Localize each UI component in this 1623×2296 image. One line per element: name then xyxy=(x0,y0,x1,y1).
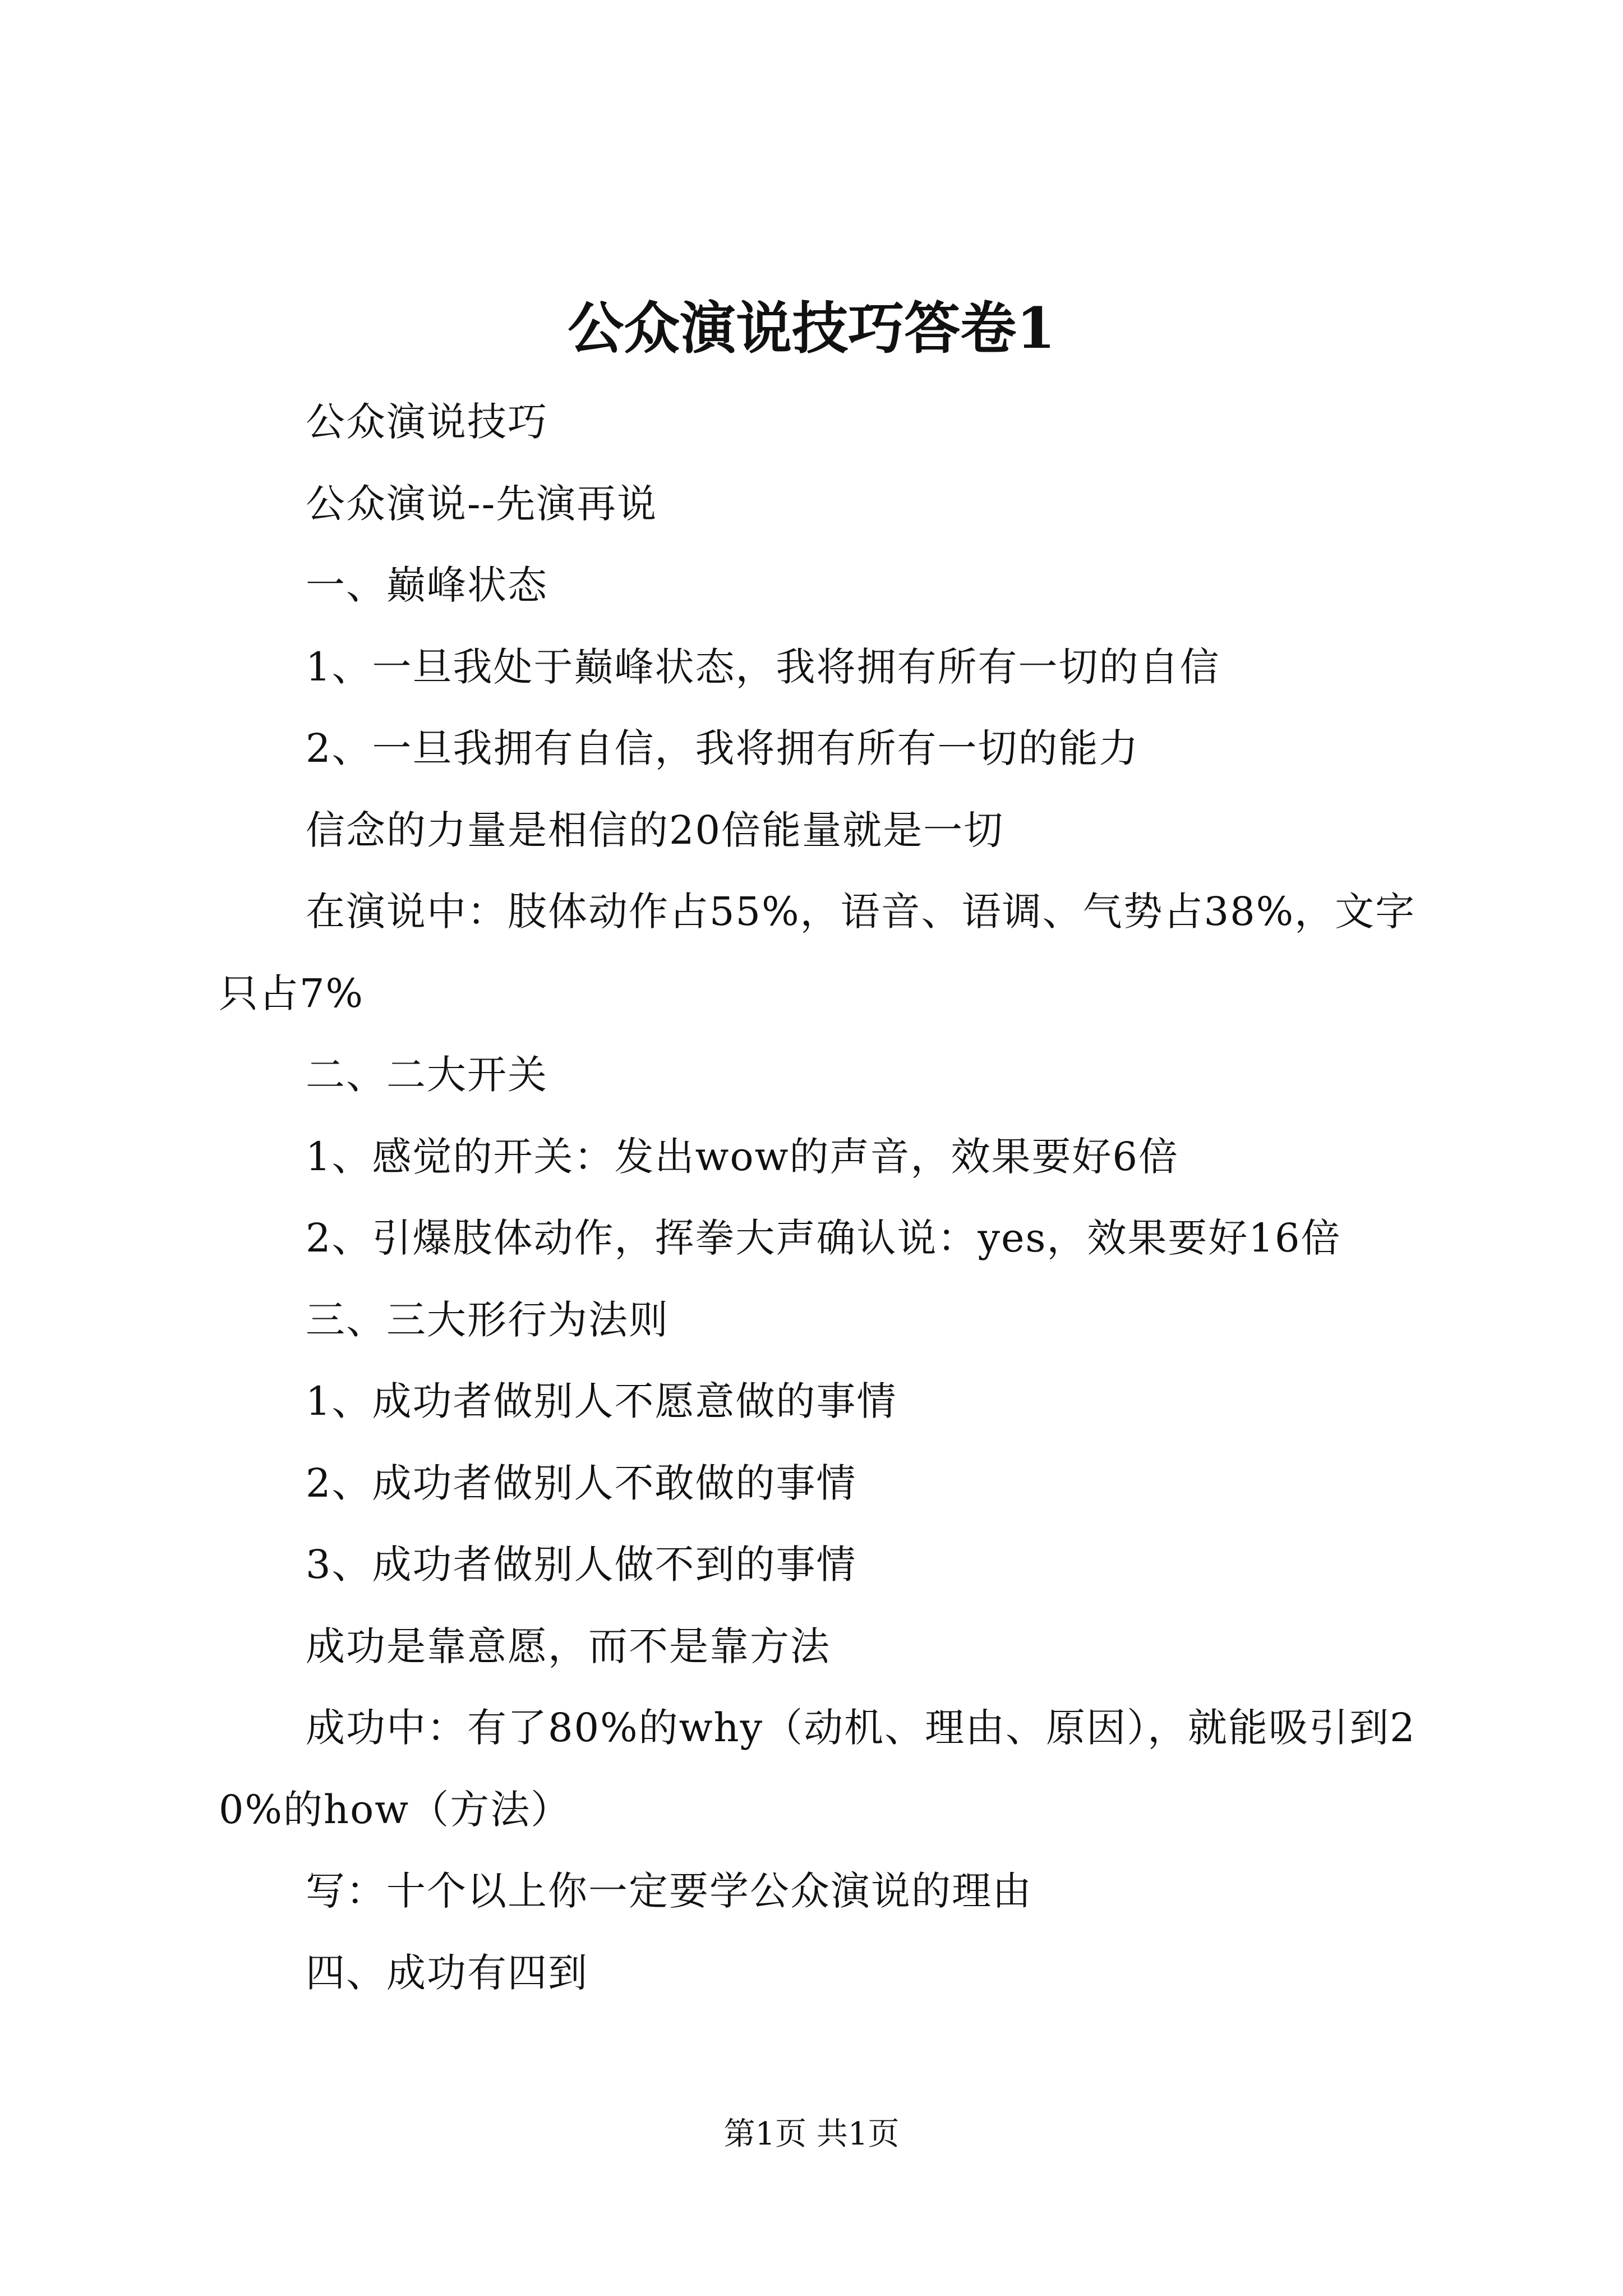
paragraph-subtitle: 公众演说技巧 xyxy=(306,399,548,445)
paragraph: 信念的力量是相信的20倍能量就是一切 xyxy=(306,807,1004,853)
list-item: 1、成功者做别人不愿意做的事情 xyxy=(306,1378,897,1424)
section-heading-peak-state: 一、巅峰状态 xyxy=(306,562,548,608)
paragraph: 写：十个以上你一定要学公众演说的理由 xyxy=(306,1868,1032,1914)
list-item: 1、感觉的开关：发出wow的声音，效果要好6倍 xyxy=(306,1133,1179,1180)
document-body xyxy=(219,381,1430,2014)
document-title: 公众演说技巧答卷1 xyxy=(568,295,1055,361)
list-item: 2、引爆肢体动作，挥拳大声确认说：yes，效果要好16倍 xyxy=(306,1215,1341,1261)
list-item: 1、一旦我处于巅峰状态，我将拥有所有一切的自信 xyxy=(306,643,1220,690)
page-footer: 第1页 共1页 xyxy=(723,2116,900,2152)
list-item: 2、一旦我拥有自信，我将拥有所有一切的能力 xyxy=(306,725,1140,771)
paragraph: 在演说中：肢体动作占55%，语音、语调、气势占38%，文字只占7% xyxy=(219,889,1416,1016)
list-item: 2、成功者做别人不敢做的事情 xyxy=(306,1460,857,1506)
list-item: 3、成功者做别人做不到的事情 xyxy=(306,1542,857,1588)
paragraph: 成功是靠意愿，而不是靠方法 xyxy=(306,1623,831,1669)
section-heading-four-steps: 四、成功有四到 xyxy=(306,1949,588,1996)
section-heading-three-rules: 三、三大形行为法则 xyxy=(306,1296,669,1343)
paragraph-tagline: 公众演说--先演再说 xyxy=(306,480,658,527)
section-heading-two-switches: 二、二大开关 xyxy=(306,1052,548,1098)
paragraph: 成功中：有了80%的why（动机、理由、原因），就能吸引到20%的how（方法） xyxy=(219,1705,1416,1833)
